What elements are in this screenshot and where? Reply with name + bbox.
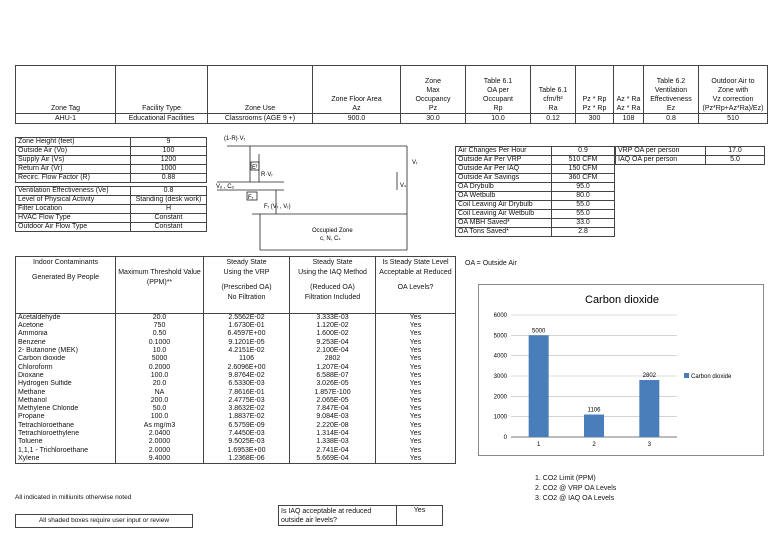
contaminants-header-cell bbox=[16, 257, 116, 314]
top-header-cell bbox=[313, 66, 401, 114]
top-header-cell bbox=[699, 66, 768, 114]
property-row bbox=[16, 223, 207, 232]
table-cell: Yes bbox=[376, 372, 456, 380]
contaminants-header-line: Indoor Contaminants bbox=[33, 259, 98, 266]
table-cell: Methane bbox=[16, 388, 116, 396]
iaq-question-line1: Is IAQ acceptable at reduced bbox=[281, 507, 372, 515]
top-header-line: Table 6.1 bbox=[538, 87, 568, 94]
top-value-cell: 300 bbox=[576, 114, 614, 124]
diagram-label-top: (1-R)·Vᵣ bbox=[224, 136, 246, 142]
top-header-line: Table 6.2 bbox=[656, 78, 686, 85]
table-row bbox=[16, 347, 456, 355]
property-row bbox=[16, 156, 207, 165]
property-value[interactable]: 0.8 bbox=[131, 187, 207, 196]
top-value-cell: 30.0 bbox=[401, 114, 466, 124]
top-header-line: Az * Ra bbox=[616, 105, 641, 112]
table-cell: 2.0000 bbox=[116, 438, 204, 446]
property-value[interactable]: Standing (desk work) bbox=[131, 196, 207, 205]
carbon-dioxide-chart bbox=[478, 284, 764, 456]
table-cell: Yes bbox=[376, 355, 456, 363]
table-cell: 2.100E-04 bbox=[290, 347, 376, 355]
top-header-line: (Pz*Rp+Az*Ra)/Ez) bbox=[702, 105, 764, 112]
table-cell: 5000 bbox=[116, 355, 204, 363]
table-cell: 1.6953E+00 bbox=[204, 446, 290, 454]
diagram-label-vr: Vᵣ bbox=[412, 160, 418, 166]
table-cell: Yes bbox=[376, 339, 456, 347]
oa-per-person-label: VRP OA per person bbox=[616, 147, 706, 156]
property-value[interactable]: 1200 bbox=[131, 156, 207, 165]
property-row bbox=[16, 187, 207, 196]
top-header-line: Pz * Rp bbox=[582, 96, 607, 103]
contaminants-header-line: Acceptable at Reduced bbox=[379, 269, 452, 276]
property-label: HVAC Flow Type bbox=[16, 214, 131, 223]
property-value[interactable]: Constant bbox=[131, 214, 207, 223]
contaminants-header-cell bbox=[290, 257, 376, 314]
contaminants-header-line: (Reduced OA) bbox=[310, 284, 355, 291]
contaminants-header-row bbox=[16, 257, 456, 314]
table-cell: 6.5330E-03 bbox=[204, 380, 290, 388]
table-cell: Carbon dioxide bbox=[16, 355, 116, 363]
outside-air-label: Coil Leaving Air Drybulb bbox=[456, 201, 552, 210]
table-cell: 1.8837E-02 bbox=[204, 413, 290, 421]
property-label: Recirc. Flow Factor (R) bbox=[16, 174, 131, 183]
contaminants-header-line: (PPM)** bbox=[146, 279, 173, 286]
table-cell: 3.333E-03 bbox=[290, 314, 376, 323]
table-cell: Yes bbox=[376, 314, 456, 323]
table-cell: 10.0 bbox=[116, 347, 204, 355]
property-value[interactable]: H bbox=[131, 205, 207, 214]
top-value-cell: AHU-1 bbox=[16, 114, 116, 124]
outside-air-value: 2.8 bbox=[552, 228, 615, 237]
y-tick-label: 2000 bbox=[493, 394, 507, 401]
table-cell: 6.4597E+00 bbox=[204, 330, 290, 338]
outside-air-row bbox=[456, 165, 615, 174]
table-cell: Methanol bbox=[16, 397, 116, 405]
iaq-acceptable-box bbox=[278, 505, 443, 526]
top-value-cell: 10.0 bbox=[466, 114, 531, 124]
outside-air-label: OA Tons Saved* bbox=[456, 228, 552, 237]
ventilation-diagram bbox=[212, 132, 447, 254]
top-header-cell bbox=[576, 66, 614, 114]
outside-air-value: 80.0 bbox=[552, 192, 615, 201]
table-cell: Chloroform bbox=[16, 363, 116, 371]
top-header-line: Facility Type bbox=[142, 105, 181, 112]
table-cell: 1.314E-04 bbox=[290, 430, 376, 438]
contaminants-header-cell bbox=[116, 257, 204, 314]
table-cell: Yes bbox=[376, 363, 456, 371]
diagram-label-rvr: R·Vᵣ bbox=[261, 172, 273, 178]
top-header-cell bbox=[208, 66, 313, 114]
table-row bbox=[16, 455, 456, 464]
table-cell: 9.4000 bbox=[116, 455, 204, 464]
table-row bbox=[16, 438, 456, 446]
oa-per-person-value: 5.0 bbox=[706, 156, 765, 165]
contaminants-header-line: Using the IAQ Method bbox=[298, 269, 367, 276]
top-header-line: Rp bbox=[493, 105, 503, 112]
diagram-label-fr: Fᵣ (Vᵣ , Vᵣ) bbox=[264, 204, 291, 210]
outside-air-row bbox=[456, 219, 615, 228]
outside-air-value: 55.0 bbox=[552, 201, 615, 210]
top-header-line: Pz * Rp bbox=[582, 105, 607, 112]
table-row bbox=[16, 388, 456, 396]
top-value-cell: 510 bbox=[699, 114, 768, 124]
table-cell: Yes bbox=[376, 330, 456, 338]
legend-swatch bbox=[684, 373, 689, 378]
oa-per-person-row bbox=[616, 156, 765, 165]
top-header-cell bbox=[531, 66, 576, 114]
outside-air-row bbox=[456, 210, 615, 219]
top-header-line: Zone with bbox=[717, 87, 749, 94]
outside-air-row bbox=[456, 192, 615, 201]
table-cell: Toluene bbox=[16, 438, 116, 446]
table-cell: 2.4775E-03 bbox=[204, 397, 290, 405]
table-cell: 1.207E-04 bbox=[290, 363, 376, 371]
table-cell: 1.2368E-06 bbox=[204, 455, 290, 464]
chart-category-legend-item: 2. CO2 @ VRP OA Levels bbox=[535, 485, 617, 492]
table-cell: Acetone bbox=[16, 322, 116, 330]
top-header-line: Zone Floor Area bbox=[331, 96, 382, 103]
top-header-line: Vz correction bbox=[712, 96, 754, 103]
property-value[interactable]: 1000 bbox=[131, 165, 207, 174]
table-cell: Yes bbox=[376, 422, 456, 430]
contaminants-header-line: OA Levels? bbox=[397, 284, 434, 291]
outside-air-label: Outside Air Savings bbox=[456, 174, 552, 183]
top-header-line: Ez bbox=[666, 105, 676, 112]
table-cell: 2.741E-04 bbox=[290, 446, 376, 454]
y-tick-label: 4000 bbox=[493, 353, 507, 360]
outside-air-label: OA MBH Saved* bbox=[456, 219, 552, 228]
contaminants-table bbox=[15, 256, 456, 464]
table-cell: 2.0000 bbox=[116, 446, 204, 454]
table-row bbox=[16, 322, 456, 330]
top-header-line: cfm/ft² bbox=[543, 96, 563, 103]
top-header-cell bbox=[401, 66, 466, 114]
outside-air-label: OA Drybulb bbox=[456, 183, 552, 192]
table-row bbox=[16, 380, 456, 388]
property-row bbox=[16, 196, 207, 205]
table-cell: 1.120E-02 bbox=[290, 322, 376, 330]
oa-per-person-table bbox=[615, 146, 765, 165]
outside-air-label: Coil Leaving Air Wetbulb bbox=[456, 210, 552, 219]
chart-bar bbox=[529, 335, 549, 437]
table-cell: 7.4450E-03 bbox=[204, 430, 290, 438]
table-cell: 200.0 bbox=[116, 397, 204, 405]
top-header-line: Effectiveness bbox=[650, 96, 692, 103]
table-cell: 2.0400 bbox=[116, 430, 204, 438]
contaminants-header-line: Steady State bbox=[312, 259, 353, 266]
table-cell: Yes bbox=[376, 455, 456, 464]
data-label: 2802 bbox=[642, 373, 657, 380]
outside-air-row bbox=[456, 201, 615, 210]
table-cell: Yes bbox=[376, 380, 456, 388]
table-cell: 7.847E-04 bbox=[290, 405, 376, 413]
table-cell: Methylene Chloride bbox=[16, 405, 116, 413]
chart-category-legend-item: 3. CO2 @ IAQ OA Levels bbox=[535, 495, 615, 502]
table-cell: 100.0 bbox=[116, 372, 204, 380]
outside-air-value: 55.0 bbox=[552, 210, 615, 219]
outside-air-row bbox=[456, 174, 615, 183]
property-value[interactable]: 9 bbox=[131, 138, 207, 147]
table-row bbox=[16, 413, 456, 421]
top-value-cell: Classrooms (AGE 9 +) bbox=[208, 114, 313, 124]
chart-bar bbox=[639, 380, 659, 437]
table-cell: Xylene bbox=[16, 455, 116, 464]
y-tick-label: 3000 bbox=[493, 374, 507, 380]
table-cell: 7.8616E-01 bbox=[204, 388, 290, 396]
outside-air-table bbox=[455, 146, 615, 237]
top-header-line: Pz bbox=[428, 105, 438, 112]
outside-air-row bbox=[456, 156, 615, 165]
iaq-answer: Yes bbox=[397, 506, 443, 526]
outside-air-value: 360 CFM bbox=[552, 174, 615, 183]
table-cell: Yes bbox=[376, 347, 456, 355]
top-value-cell: 108 bbox=[614, 114, 644, 124]
table-cell: 6.5759E-09 bbox=[204, 422, 290, 430]
property-label: Filter Location bbox=[16, 205, 131, 214]
property-label: Supply Air (Vs) bbox=[16, 156, 131, 165]
property-label: Outside Air (Vo) bbox=[16, 147, 131, 156]
table-cell: Acetaldehyde bbox=[16, 314, 116, 323]
table-cell: Yes bbox=[376, 430, 456, 438]
chart-category-legend-item: 1. CO2 Limit (PPM) bbox=[535, 475, 596, 482]
table-cell: 2.5562E-02 bbox=[204, 314, 290, 323]
contaminants-header-line: Maximum Threshold Value bbox=[118, 269, 201, 276]
table-row bbox=[16, 314, 456, 323]
diagram-label-ef: Eᶠ bbox=[252, 165, 258, 171]
contaminants-header-cell bbox=[376, 257, 456, 314]
legend-label: Carbon dioxide bbox=[691, 374, 732, 380]
contaminants-header-line: Is Steady State Level bbox=[382, 259, 449, 266]
table-cell: Benzene bbox=[16, 339, 116, 347]
table-cell: Yes bbox=[376, 413, 456, 421]
property-row bbox=[16, 205, 207, 214]
top-header-line: Occupant bbox=[483, 96, 513, 103]
table-cell: 0.1000 bbox=[116, 339, 204, 347]
table-row bbox=[16, 422, 456, 430]
property-label: Zone Height (feet) bbox=[16, 138, 131, 147]
table-cell: 2.065E-05 bbox=[290, 397, 376, 405]
top-header-cell bbox=[644, 66, 699, 114]
table-cell: 2802 bbox=[290, 355, 376, 363]
table-cell: 1.6730E-01 bbox=[204, 322, 290, 330]
outside-air-row bbox=[456, 147, 615, 156]
table-cell: Yes bbox=[376, 446, 456, 454]
table-cell: 2.220E-08 bbox=[290, 422, 376, 430]
table-cell: 4.2151E-02 bbox=[204, 347, 290, 355]
table-cell: Dioxane bbox=[16, 372, 116, 380]
chart-bar bbox=[584, 415, 604, 437]
table-cell: Yes bbox=[376, 438, 456, 446]
outside-air-value: 0.9 bbox=[552, 147, 615, 156]
table-row bbox=[16, 339, 456, 347]
contaminants-header-line: Filtration Included bbox=[304, 294, 361, 301]
diagram-label-zone: Occupied Zone bbox=[312, 228, 353, 234]
diagram-label-ff: Fᵣ bbox=[248, 195, 254, 201]
table-row bbox=[16, 330, 456, 338]
outside-air-label: Outside Air Per VRP bbox=[456, 156, 552, 165]
y-tick-label: 1000 bbox=[493, 414, 507, 421]
table-cell: 2- Butanone (MEK) bbox=[16, 347, 116, 355]
iaq-question bbox=[279, 506, 397, 526]
top-header-line: Zone Tag bbox=[50, 105, 81, 112]
table-row bbox=[16, 446, 456, 454]
top-header-cell bbox=[16, 66, 116, 114]
top-header-line: Zone bbox=[425, 78, 441, 85]
table-row bbox=[16, 397, 456, 405]
top-value-cell: Educational Facilities bbox=[116, 114, 208, 124]
table-cell: Tetrachloroethane bbox=[16, 422, 116, 430]
contaminants-header-line: Generated By People bbox=[32, 274, 99, 281]
outside-air-label: Air Changes Per Hour bbox=[456, 147, 552, 156]
table-cell: 9.5025E-03 bbox=[204, 438, 290, 446]
table-cell: Yes bbox=[376, 405, 456, 413]
table-cell: Ammonia bbox=[16, 330, 116, 338]
property-row bbox=[16, 138, 207, 147]
footnote: All indicated in milliunits otherwise noted bbox=[15, 494, 132, 501]
oa-per-person-value: 17.0 bbox=[706, 147, 765, 156]
table-cell: Yes bbox=[376, 388, 456, 396]
table-cell: 3.8632E-02 bbox=[204, 405, 290, 413]
table-cell: 1,1,1 - Trichloroethane bbox=[16, 446, 116, 454]
top-header-line: Az bbox=[352, 105, 361, 112]
property-label: Outdoor Air Flow Type bbox=[16, 223, 131, 232]
iaq-question-line2: outside air levels? bbox=[281, 516, 338, 524]
property-label: Return Air (Vr) bbox=[16, 165, 131, 174]
table-cell: As mg/m3 bbox=[116, 422, 204, 430]
oa-per-person-label: IAQ OA per person bbox=[616, 156, 706, 165]
oa-per-person-row bbox=[616, 147, 765, 156]
top-value-cell: 900.0 bbox=[313, 114, 401, 124]
top-header-line: Az * Ra bbox=[616, 96, 641, 103]
zone-summary-table bbox=[15, 65, 768, 124]
diagram-label-vs: Vₛ bbox=[400, 183, 407, 189]
diagram-label-zone2: c, N, Cₛ bbox=[320, 236, 341, 242]
table-cell: 20.0 bbox=[116, 380, 204, 388]
table-cell: 50.0 bbox=[116, 405, 204, 413]
top-header-line: Table 6.1 bbox=[483, 78, 513, 85]
outside-air-row bbox=[456, 228, 615, 237]
diagram-label-vo: Vₒ , Cₒ bbox=[216, 184, 234, 190]
table-cell: 9.253E-04 bbox=[290, 339, 376, 347]
table-cell: 2.6096E+00 bbox=[204, 363, 290, 371]
chart-category-legend bbox=[535, 474, 616, 504]
table-cell: Yes bbox=[376, 397, 456, 405]
top-value-cell: 0.12 bbox=[531, 114, 576, 124]
y-tick-label: 6000 bbox=[493, 313, 507, 319]
outside-air-value: 95.0 bbox=[552, 183, 615, 192]
table-row bbox=[16, 372, 456, 380]
x-tick-label: 3 bbox=[647, 442, 652, 448]
property-row bbox=[16, 214, 207, 223]
chart-svg bbox=[479, 285, 765, 457]
property-value[interactable]: Constant bbox=[131, 223, 207, 232]
table-cell: 100.0 bbox=[116, 413, 204, 421]
top-header-cell bbox=[466, 66, 531, 114]
top-header-line: Outdoor Air to bbox=[711, 78, 755, 85]
zone-properties-table bbox=[15, 137, 207, 232]
chart-title: Carbon dioxide bbox=[585, 294, 659, 306]
table-row bbox=[16, 405, 456, 413]
table-cell: 6.588E-07 bbox=[290, 372, 376, 380]
oa-note: OA = Outside Air bbox=[465, 260, 517, 267]
outside-air-value: 510 CFM bbox=[552, 156, 615, 165]
property-value[interactable]: 100 bbox=[131, 147, 207, 156]
property-label: Ventilation Effectiveness (Ve) bbox=[16, 187, 131, 196]
outside-air-row bbox=[456, 183, 615, 192]
table-row bbox=[16, 355, 456, 363]
property-row bbox=[16, 165, 207, 174]
property-row bbox=[16, 147, 207, 156]
table-cell: Hydrogen Sulfide bbox=[16, 380, 116, 388]
top-header-cell bbox=[614, 66, 644, 114]
table-cell: NA bbox=[116, 388, 204, 396]
property-value[interactable]: 0.88 bbox=[131, 174, 207, 183]
table-cell: 9.8764E-02 bbox=[204, 372, 290, 380]
table-cell: 1106 bbox=[204, 355, 290, 363]
top-header-cell bbox=[116, 66, 208, 114]
top-header-line: Ventilation bbox=[654, 87, 688, 94]
top-header-line: Zone Use bbox=[244, 105, 276, 112]
top-header-line: Occupancy bbox=[415, 96, 451, 103]
table-cell: Tetrachloroethylene bbox=[16, 430, 116, 438]
data-label: 1106 bbox=[587, 407, 601, 414]
y-tick-label: 0 bbox=[503, 435, 507, 441]
table-cell: 1.857E-100 bbox=[290, 388, 376, 396]
outside-air-value: 150 CFM bbox=[552, 165, 615, 174]
contaminants-header-line: Steady State bbox=[226, 259, 267, 266]
outside-air-label: OA Wetbulb bbox=[456, 192, 552, 201]
outside-air-value: 33.0 bbox=[552, 219, 615, 228]
contaminants-header-cell bbox=[204, 257, 290, 314]
table-cell: 20.0 bbox=[116, 314, 204, 323]
table-cell: 5.669E-04 bbox=[290, 455, 376, 464]
table-cell: 9.1201E-05 bbox=[204, 339, 290, 347]
top-value-cell: 0.8 bbox=[644, 114, 699, 124]
table-cell: Yes bbox=[376, 322, 456, 330]
table-cell: 9.084E-03 bbox=[290, 413, 376, 421]
y-tick-label: 5000 bbox=[493, 333, 507, 340]
table-cell: 1.338E-03 bbox=[290, 438, 376, 446]
contaminants-header-line: (Prescribed OA) bbox=[221, 284, 272, 291]
top-header-line: Max bbox=[426, 87, 440, 94]
contaminants-header-line: No Filtration bbox=[227, 294, 266, 301]
top-header-line: OA per bbox=[487, 87, 509, 94]
data-label: 5000 bbox=[531, 328, 546, 335]
table-cell: 750 bbox=[116, 322, 204, 330]
x-tick-label: 1 bbox=[536, 442, 541, 448]
table-cell: 0.2000 bbox=[116, 363, 204, 371]
property-row bbox=[16, 174, 207, 183]
property-label: Level of Physical Activity bbox=[16, 196, 131, 205]
x-tick-label: 2 bbox=[592, 442, 596, 448]
table-row bbox=[16, 363, 456, 371]
table-row bbox=[16, 430, 456, 438]
outside-air-label: Outside Air Per IAQ bbox=[456, 165, 552, 174]
table-cell: 3.026E-05 bbox=[290, 380, 376, 388]
table-cell: 0.50 bbox=[116, 330, 204, 338]
top-header-line: Ra bbox=[548, 105, 558, 112]
contaminants-header-line: Using the VRP bbox=[223, 269, 270, 276]
table-cell: 1.600E-02 bbox=[290, 330, 376, 338]
shaded-boxes-note: All shaded boxes require user input or review bbox=[15, 514, 193, 528]
table-cell: Propane bbox=[16, 413, 116, 421]
